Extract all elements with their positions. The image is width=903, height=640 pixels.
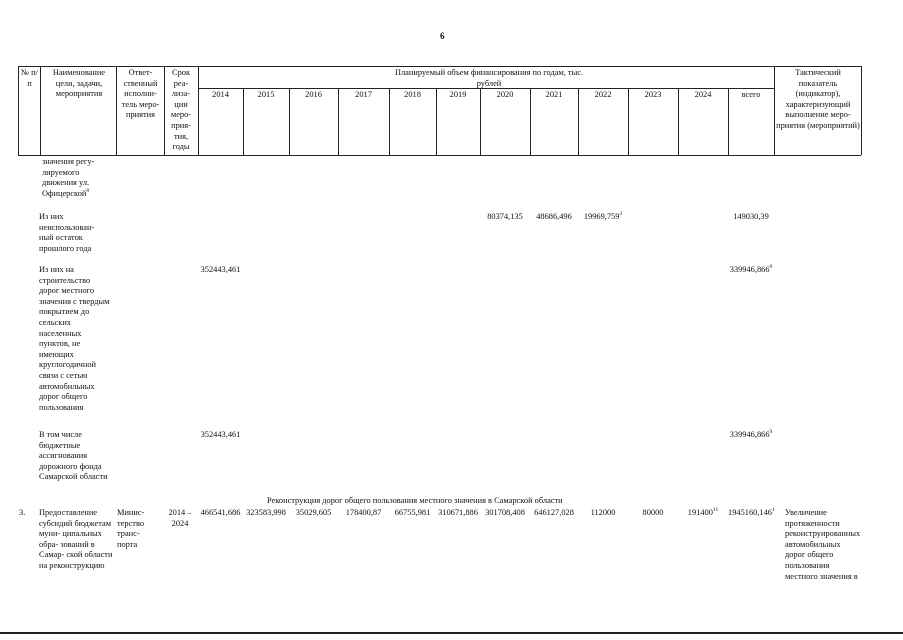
row-number: 3. bbox=[19, 508, 26, 517]
value-cell: 80374,135 bbox=[487, 212, 523, 221]
year-header: 2023 bbox=[644, 90, 662, 99]
value-cell: 352443,461 bbox=[200, 430, 241, 439]
row-name: Из них неиспользован- ный остаток прошлого года bbox=[39, 212, 95, 253]
page-number: 6 bbox=[440, 31, 445, 41]
value-cell: 191400$^{11}$ bbox=[687, 507, 719, 517]
header-funding-column: Планируемый объем финансирования по годам, тыс. рублей bbox=[394, 68, 584, 88]
header-responsible-column: Ответ- ственный исполни- тель меро- приятия bbox=[121, 68, 160, 120]
header-bottom-border bbox=[18, 155, 861, 156]
value-cell: 646127,028 bbox=[534, 508, 574, 517]
col-divider bbox=[198, 66, 199, 155]
value-cell: 66755,981 bbox=[394, 508, 431, 517]
col-divider bbox=[40, 66, 41, 155]
year-header: 2019 bbox=[449, 90, 467, 99]
col-divider bbox=[861, 66, 862, 155]
term-cell: 2014 – 2024 bbox=[168, 508, 192, 528]
year-header: 2018 bbox=[404, 90, 421, 99]
row-name: Предоставление субсидий бюджетам муни- ципальных обра- зований в Самар- ской области на реконструкцию bbox=[39, 508, 113, 570]
value-cell: 35029,605 bbox=[295, 508, 332, 517]
year-header: 2021 bbox=[545, 90, 563, 99]
year-header: 2024 bbox=[694, 90, 712, 99]
year-header: 2014 bbox=[212, 90, 229, 99]
value-cell: 466541,686 bbox=[200, 508, 241, 517]
total-cell: 149030,39 bbox=[733, 212, 769, 221]
total-cell: 339946,866$^9$ bbox=[729, 429, 773, 439]
year-header: 2016 bbox=[305, 90, 322, 99]
value-cell: 301708,408 bbox=[485, 508, 525, 517]
header-number-column: № п/п bbox=[21, 68, 38, 88]
row-name: Из них на строительство дорог местного значения с твердым покрытием до сельских населенных пунктов, не имеющих круглогодичной связи с сетью автомобильных дорог общего пользования bbox=[39, 265, 110, 412]
responsible-cell: Минис- терство транс- порта bbox=[117, 508, 145, 549]
header-term-column: Срок реа- лиза- ции меро- прия- тия, годы bbox=[170, 68, 192, 152]
col-divider bbox=[774, 66, 775, 155]
col-divider bbox=[164, 66, 165, 155]
value-cell: 310671,886 bbox=[438, 508, 478, 517]
value-cell: 112000 bbox=[590, 508, 616, 517]
year-header: 2020 bbox=[496, 90, 514, 99]
year-header: 2015 bbox=[257, 90, 275, 99]
value-cell: 352443,461 bbox=[200, 265, 241, 274]
value-cell: 178400,87 bbox=[345, 508, 382, 517]
page-bottom-rule bbox=[0, 632, 903, 634]
value-cell: 323583,998 bbox=[246, 508, 286, 517]
row-name: В том числе бюджетные ассигнования дорожного фонда Самарской области bbox=[39, 430, 108, 482]
value-cell: 80000 bbox=[642, 508, 664, 517]
year-header-total: всего bbox=[741, 90, 761, 99]
year-header: 2017 bbox=[355, 90, 372, 99]
year-header: 2022 bbox=[594, 90, 612, 99]
header-indicator-column: Тактический показатель (индикатор), характеризующий выполнение меро- приятия (мероприятий) bbox=[776, 68, 860, 130]
value-cell: 19969,759$^3$ bbox=[583, 211, 623, 221]
section-title: Реконструкция дорог общего пользования местного значения в Самарской области bbox=[267, 496, 563, 505]
total-cell: 1945160,146$^1$ bbox=[728, 507, 775, 517]
header-top-border bbox=[18, 66, 861, 67]
row-name: значения регу- лируемого движения ул. Офицерской$^8$ bbox=[42, 157, 95, 198]
value-cell: 48686,496 bbox=[536, 212, 572, 221]
header-name-column: Наименование цели, задачи, мероприятия bbox=[52, 68, 106, 99]
total-cell: 339946,866$^9$ bbox=[729, 264, 773, 274]
indicator-cell: Увеличение протяженности реконструированных автомобильных дорог общего пользования местного значения в bbox=[785, 508, 861, 581]
